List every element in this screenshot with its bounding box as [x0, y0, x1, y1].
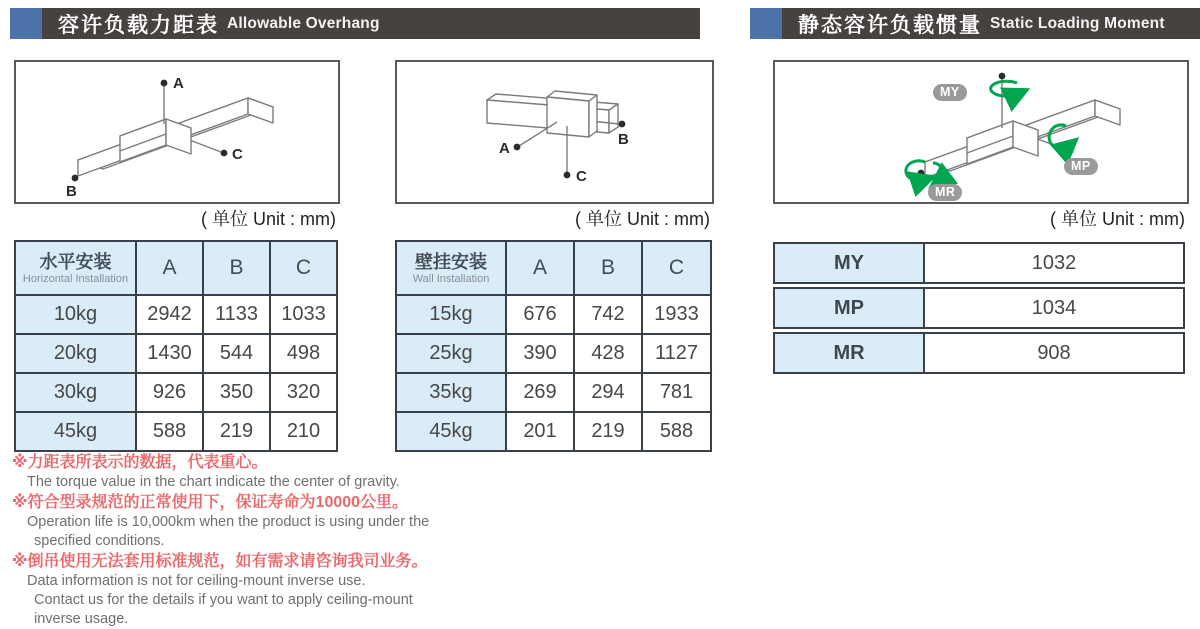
horizontal-install-table [14, 240, 338, 452]
table-row [15, 295, 337, 334]
value-a: 588 [136, 412, 203, 451]
value-c: 1033 [270, 295, 337, 334]
load-cell: 25kg [396, 334, 506, 373]
table-row [773, 332, 1185, 374]
value-c: 498 [270, 334, 337, 373]
footnote-en: The torque value in the chart indicate the center of gravity. [27, 474, 400, 490]
rail-moment-drawing [775, 62, 1187, 202]
my-badge: MY [933, 84, 967, 101]
wall-install-header-cell [396, 241, 506, 295]
my-rotation-arrow [991, 81, 1018, 96]
value-c: 781 [642, 373, 711, 412]
point-a-dot [514, 144, 521, 151]
rail-wall-drawing [397, 62, 712, 202]
point-b-label: B [618, 131, 629, 148]
point-c-dot [221, 150, 228, 157]
value-b: 428 [574, 334, 642, 373]
mr-badge: MR [928, 184, 962, 201]
value-a: 926 [136, 373, 203, 412]
footnote-en: Operation life is 10,000km when the product is using under the [27, 514, 430, 530]
footnote-cn: ※符合型录规范的正常使用下，保证寿命为10000公里。 [12, 494, 409, 511]
header-accent-square [750, 8, 782, 39]
value-b: 742 [574, 295, 642, 334]
value-c: 1933 [642, 295, 711, 334]
footnote-en: inverse usage. [34, 611, 129, 627]
col-b-header: B [574, 241, 642, 295]
carriage-side-face [589, 95, 597, 137]
mp-badge: MP [1064, 158, 1098, 175]
value-a: 269 [506, 373, 574, 412]
moment-value-mp: 1034 [1031, 296, 1077, 319]
value-b: 219 [574, 412, 642, 451]
load-cell: 30kg [15, 373, 136, 412]
table-row [15, 373, 337, 412]
header-cn: 水平安装 [39, 251, 112, 272]
footnote-en: Contact us for the details if you want to apply ceiling-mount [34, 592, 413, 608]
rail-end-face [248, 98, 273, 123]
value-c: 588 [642, 412, 711, 451]
carriage-front-face [120, 119, 166, 162]
table-header-row [15, 241, 337, 295]
value-b: 294 [574, 373, 642, 412]
footnote-en: Data information is not for ceiling-mount inverse use. [27, 573, 366, 589]
value-a: 676 [506, 295, 574, 334]
horizontal-install-diagram [14, 60, 340, 204]
wall-install-diagram [395, 60, 714, 204]
left-section-title-cn: 容许负载力距表 [58, 13, 219, 37]
col-c-header: C [270, 241, 337, 295]
table-row [15, 334, 337, 373]
footnotes [12, 452, 572, 629]
carriage-front-face [547, 97, 589, 137]
moment-value-my: 1032 [1031, 251, 1077, 274]
value-c: 1127 [642, 334, 711, 373]
rail-end-face [609, 104, 618, 133]
value-b: 544 [203, 334, 270, 373]
col-b-header: B [203, 241, 270, 295]
col-c-header: C [642, 241, 711, 295]
col-a-header: A [136, 241, 203, 295]
point-c-dot [564, 172, 571, 179]
value-a: 1430 [136, 334, 203, 373]
header-en: Wall Installation [412, 272, 490, 285]
rail-end-face [1095, 100, 1120, 125]
right-section-header [750, 8, 1200, 39]
table-row [396, 373, 711, 412]
left-section-title-en: Allowable Overhang [227, 14, 380, 32]
static-moment-table [773, 242, 1185, 377]
moment-label-mp: MP [775, 289, 925, 327]
table-row [15, 412, 337, 451]
unit-label: ( 单位 Unit : mm) [575, 209, 710, 229]
load-cell: 35kg [396, 373, 506, 412]
value-b: 350 [203, 373, 270, 412]
point-b-label: B [66, 183, 77, 200]
table-row [396, 295, 711, 334]
mr-axis-dot [918, 170, 925, 177]
moment-label-my: MY [775, 244, 925, 282]
load-cell: 45kg [15, 412, 136, 451]
moment-label-mr: MR [775, 334, 925, 372]
moment-value-mr: 908 [1037, 341, 1071, 364]
table-row [773, 242, 1185, 284]
my-axis-dot [999, 73, 1006, 80]
table-row [396, 412, 711, 451]
load-cell: 10kg [15, 295, 136, 334]
wall-install-table [395, 240, 712, 452]
value-b: 219 [203, 412, 270, 451]
unit-label: ( 单位 Unit : mm) [1050, 209, 1185, 229]
point-c-label: C [232, 146, 243, 163]
value-c: 210 [270, 412, 337, 451]
load-cell: 45kg [396, 412, 506, 451]
unit-label: ( 单位 Unit : mm) [201, 209, 336, 229]
load-cell: 15kg [396, 295, 506, 334]
horizontal-install-header-cell [15, 241, 136, 295]
value-b: 1133 [203, 295, 270, 334]
header-en: Horizontal Installation [22, 272, 129, 285]
value-a: 201 [506, 412, 574, 451]
left-section-header [10, 8, 700, 39]
point-a-label: A [499, 140, 510, 157]
footnote-en: specified conditions. [34, 533, 165, 549]
point-c-label: C [576, 168, 587, 185]
carriage-front-face [967, 121, 1013, 164]
col-a-header: A [506, 241, 574, 295]
table-row [396, 334, 711, 373]
value-a: 390 [506, 334, 574, 373]
point-b-dot [72, 175, 79, 182]
point-b-dot [619, 121, 626, 128]
load-cell: 20kg [15, 334, 136, 373]
header-cn: 壁挂安装 [415, 251, 487, 272]
static-moment-diagram [773, 60, 1189, 204]
table-row [773, 287, 1185, 329]
point-a-label: A [173, 75, 184, 92]
value-c: 320 [270, 373, 337, 412]
right-section-title-en: Static Loading Moment [990, 14, 1165, 32]
point-a-dot [161, 80, 168, 87]
header-accent-square [10, 8, 42, 39]
right-section-title-cn: 静态容许负载惯量 [798, 13, 982, 37]
footnote-cn: ※力距表所表示的数据，代表重心。 [12, 454, 268, 471]
value-a: 2942 [136, 295, 203, 334]
table-header-row [396, 241, 711, 295]
footnote-cn: ※倒吊使用无法套用标准规范，如有需求请咨询我司业务。 [12, 553, 428, 570]
